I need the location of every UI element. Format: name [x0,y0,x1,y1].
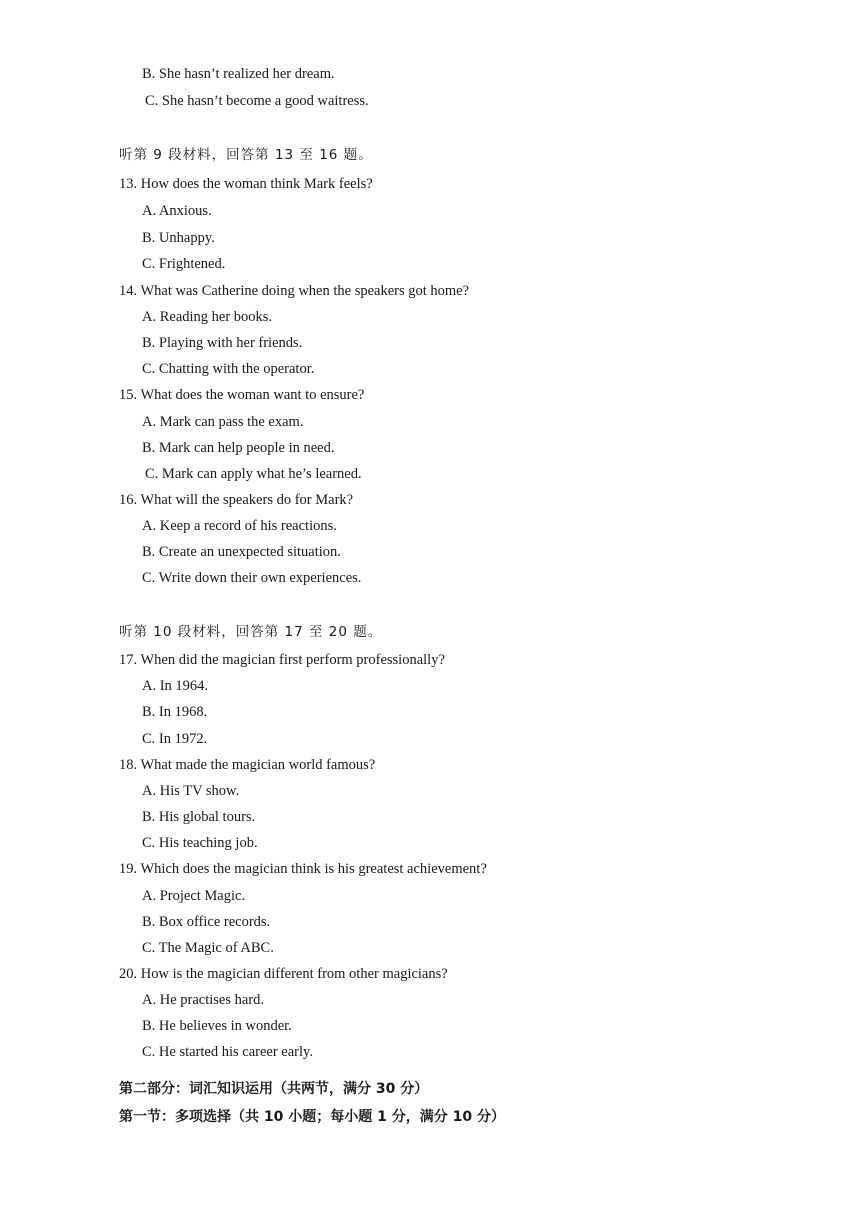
question-15-option-b: B. Mark can help people in need. [142,440,335,456]
question-19: 19. Which does the magician think is his greatest achievement? [119,861,487,877]
question-14-option-a: A. Reading her books. [142,309,273,325]
prev-option-c: C. She hasn’t become a good waitress. [145,93,369,109]
question-13-option-c: C. Frightened. [142,256,226,272]
question-19-option-a: A. Project Magic. [142,888,246,904]
question-18-option-b: B. His global tours. [142,809,256,825]
question-13: 13. How does the woman think Mark feels? [119,176,373,192]
question-15: 15. What does the woman want to ensure? [119,387,365,403]
question-16-option-a: A. Keep a record of his reactions. [142,518,337,534]
question-20-option-c: C. He started his career early. [142,1044,313,1060]
question-15-option-a: A. Mark can pass the exam. [142,414,304,430]
question-15-option-c: C. Mark can apply what he’s learned. [145,466,362,482]
question-17-option-a: A. In 1964. [142,678,209,694]
question-16-option-b: B. Create an unexpected situation. [142,544,341,560]
question-19-option-b: B. Box office records. [142,914,271,930]
question-16: 16. What will the speakers do for Mark? [119,492,354,508]
question-17: 17. When did the magician first perform professionally? [119,652,445,668]
question-20-option-b: B. He believes in wonder. [142,1018,292,1034]
section-9-instruction: 听第 9 段材料，回答第 13 至 16 题。 [119,147,373,163]
question-20: 20. How is the magician different from other magicians? [119,966,448,982]
part-2-title: 第二部分：词汇知识运用（共两节，满分 30 分） [119,1081,429,1097]
question-19-option-c: C. The Magic of ABC. [142,940,274,956]
question-20-option-a: A. He practises hard. [142,992,264,1008]
question-18-option-a: A. His TV show. [142,783,240,799]
question-14-option-b: B. Playing with her friends. [142,335,303,351]
question-17-option-b: B. In 1968. [142,704,208,720]
question-17-option-c: C. In 1972. [142,731,208,747]
question-13-option-b: B. Unhappy. [142,230,215,246]
question-18-option-c: C. His teaching job. [142,835,258,851]
question-18: 18. What made the magician world famous? [119,757,376,773]
section-10-instruction: 听第 10 段材料，回答第 17 至 20 题。 [119,624,383,640]
question-16-option-c: C. Write down their own experiences. [142,570,362,586]
prev-option-b: B. She hasn’t realized her dream. [142,66,335,82]
question-14: 14. What was Catherine doing when the speakers got home? [119,283,470,299]
question-13-option-a: A. Anxious. [142,203,212,219]
question-14-option-c: C. Chatting with the operator. [142,361,315,377]
part-2-section-1-title: 第一节：多项选择（共 10 小题；每小题 1 分，满分 10 分） [119,1109,505,1125]
